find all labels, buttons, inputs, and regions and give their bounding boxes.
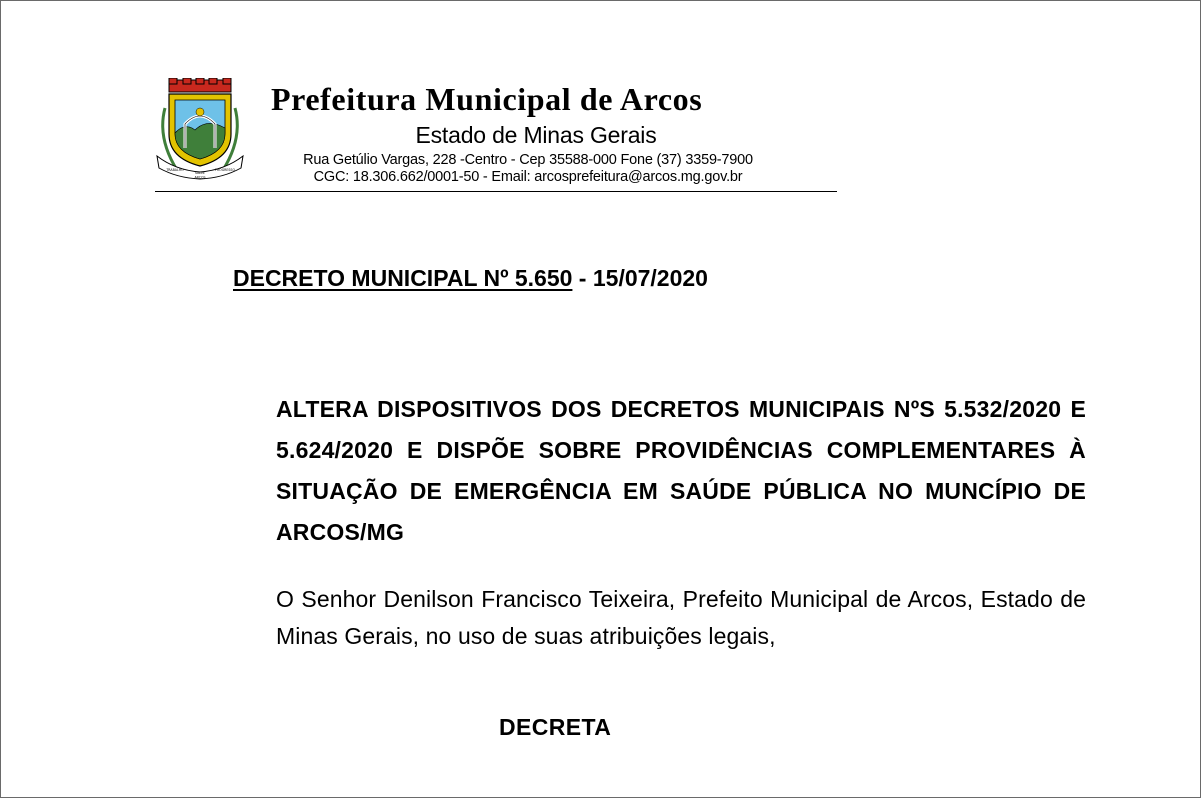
crest-ribbon-center: SALVE — [195, 171, 205, 175]
coat-of-arms-icon — [155, 78, 245, 182]
decree-heading — [233, 265, 708, 292]
state-name: Estado de Minas Gerais — [415, 122, 657, 148]
crest-ribbon-right: PROGRESSO — [215, 168, 235, 172]
municipality-title: Prefeitura Municipal de Arcos — [271, 81, 703, 117]
address-line: Rua Getúlio Vargas, 228 -Centro - Cep 35588-000 Fone (37) 3359-7900 — [303, 152, 753, 168]
crest-ribbon-bottom: ARCOS — [194, 175, 206, 180]
contact-line: CGC: 18.306.662/0001-50 - Email: arcosprefeitura@arcos.mg.gov.br — [313, 169, 743, 185]
decreta-heading: DECRETA — [499, 714, 612, 740]
crest-ribbon-left: TRABALHO — [166, 168, 184, 172]
decree-date: - 15/07/2020 — [572, 265, 708, 291]
decree-summary: ALTERA DISPOSITIVOS DOS DECRETOS MUNICIPAIS NºS 5.532/2020 E 5.624/2020 E DISPÕE SOBRE PROVIDÊNCIAS COMPLEMENTARES À SITUAÇÃO DE EMERGÊNCIA EM SAÚDE PÚBLICA NO MUNCÍPIO DE ARCOS/MG — [276, 396, 1086, 545]
decree-number: DECRETO MUNICIPAL Nº 5.650 — [233, 265, 573, 291]
header-divider — [155, 191, 837, 192]
preamble-paragraph: O Senhor Denilson Francisco Teixeira, Prefeito Municipal de Arcos, Estado de Minas Gerais, no uso de suas atribuições legais, — [276, 586, 1086, 649]
